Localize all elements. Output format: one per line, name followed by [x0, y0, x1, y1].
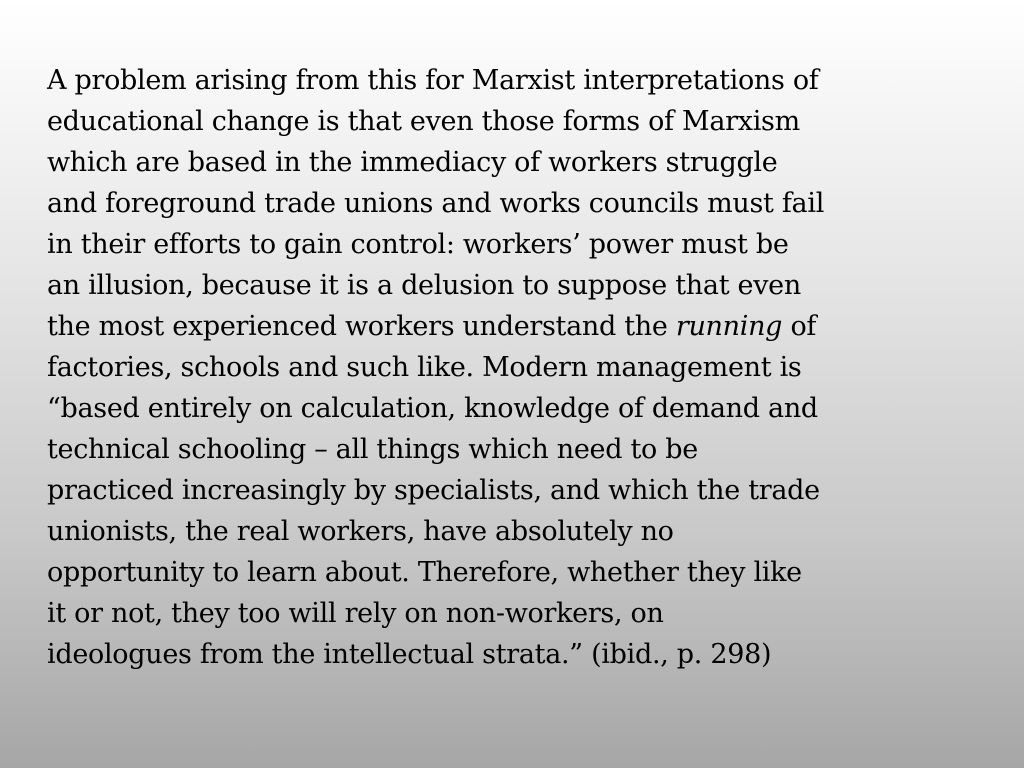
- quote-paragraph: [47, 60, 987, 675]
- text-line: and foreground trade unions and works councils must fail: [47, 188, 825, 219]
- text-line: factories, schools and such like. Modern management is: [47, 352, 802, 383]
- text-line: which are based in the immediacy of workers struggle: [47, 147, 778, 178]
- text-line: ideologues from the intellectual strata.” (ibid., p. 298): [47, 639, 772, 670]
- text-line: “based entirely on calculation, knowledge of demand and: [47, 393, 818, 424]
- text-line: it or not, they too will rely on non-workers, on: [47, 598, 664, 629]
- text-line: technical schooling – all things which need to be: [47, 434, 698, 465]
- text-line: in their efforts to gain control: workers’ power must be: [47, 229, 789, 260]
- emphasized-word: running: [675, 311, 783, 342]
- text-line: unionists, the real workers, have absolutely no: [47, 516, 674, 547]
- text-line-segment: of: [782, 311, 817, 342]
- text-line: A problem arising from this for Marxist interpretations of: [47, 65, 819, 96]
- text-line: educational change is that even those forms of Marxism: [47, 106, 800, 137]
- text-line: practiced increasingly by specialists, and which the trade: [47, 475, 820, 506]
- text-line: [47, 306, 987, 347]
- text-line: opportunity to learn about. Therefore, whether they like: [47, 557, 802, 588]
- text-line-segment: the most experienced workers understand the: [47, 311, 676, 342]
- text-line: an illusion, because it is a delusion to suppose that even: [47, 270, 801, 301]
